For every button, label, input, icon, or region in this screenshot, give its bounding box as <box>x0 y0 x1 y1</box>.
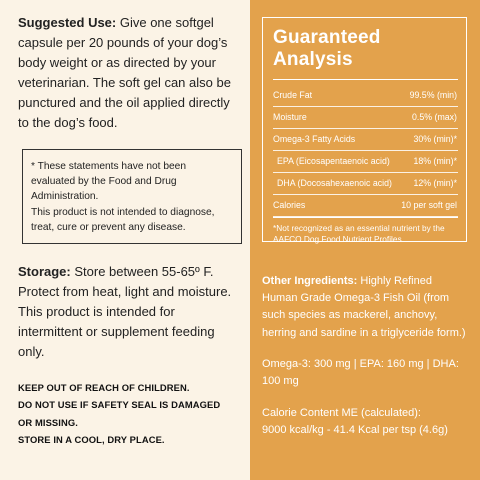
other-ingredients-text: Highly Refined Human Grade Omega-3 Fish Oil (from such species as mackerel, anchovy, herring and sardine in a triglyceride form.) <box>262 275 466 339</box>
suggested-use-text: Give one softgel capsule per 20 pounds of your dog’s body weight or as directed by your veterinarian. The soft gel can also be punctured and the oil applied directly to the dog’s food. <box>18 15 231 130</box>
warning-safety-seal: DO NOT USE IF SAFETY SEAL IS DAMAGED OR MISSING. <box>18 399 221 428</box>
ga-row-value: 12% (min)* <box>413 178 457 188</box>
ga-row-value: 0.5% (max) <box>412 112 457 122</box>
ga-row-name: Crude Fat <box>273 90 313 100</box>
ga-row-value: 18% (min)* <box>413 156 457 166</box>
guaranteed-analysis-title: Guaranteed Analysis <box>273 27 458 80</box>
ga-row-value: 30% (min)* <box>413 134 457 144</box>
ga-row-name: EPA (Eicosapentaenoic acid) <box>277 156 390 166</box>
calorie-content-line-2: 9000 kcal/kg - 41.4 Kcal per tsp (4.6g) <box>262 424 448 437</box>
ga-row-epa <box>273 151 458 173</box>
guaranteed-analysis-box <box>262 17 467 242</box>
other-ingredients-heading: Other Ingredients: <box>262 275 358 287</box>
suggested-use-heading: Suggested Use: <box>18 15 117 30</box>
ga-row-crude-fat <box>273 80 458 107</box>
ga-footnote: *Not recognized as an essential nutrient by the AAFCO Dog Food Nutrient Profiles <box>273 217 458 244</box>
calorie-content <box>262 405 468 439</box>
ga-row-omega-3 <box>273 129 458 151</box>
warning-storage: STORE IN A COOL, DRY PLACE. <box>18 434 165 446</box>
ga-row-calories <box>273 195 458 217</box>
ga-row-dha <box>273 173 458 195</box>
ga-row-value: 10 per soft gel <box>401 200 457 210</box>
ga-row-name: Omega-3 Fatty Acids <box>273 134 356 144</box>
ga-row-name: Calories <box>273 200 306 210</box>
storage-text: Store between 55-65º F. Protect from heat, light and moisture. This product is intended for intermittent or supplement feeding only. <box>18 264 232 360</box>
ga-row-value: 99.5% (min) <box>409 90 457 100</box>
other-ingredients-paragraph <box>262 273 468 342</box>
ga-row-name: DHA (Docosahexaenoic acid) <box>277 178 392 188</box>
warning-children: KEEP OUT OF REACH OF CHILDREN. <box>18 382 190 394</box>
right-panel <box>250 0 480 480</box>
ga-row-name: Moisture <box>273 112 307 122</box>
warnings-block <box>18 379 236 449</box>
fda-disclaimer-box <box>22 149 242 244</box>
omega-content: Omega-3: 300 mg | EPA: 160 mg | DHA: 100 mg <box>262 357 459 388</box>
storage-heading: Storage: <box>18 264 71 280</box>
ga-row-moisture <box>273 107 458 129</box>
calorie-content-line-1: Calorie Content ME (calculated): <box>262 407 421 420</box>
disclaimer-line-1: * These statements have not been evaluated by the Food and Drug Administration. <box>31 161 186 203</box>
disclaimer-line-2: This product is not intended to diagnose, treat, cure or prevent any disease. <box>31 206 215 233</box>
suggested-use-paragraph <box>18 13 236 133</box>
storage-paragraph <box>18 262 236 362</box>
